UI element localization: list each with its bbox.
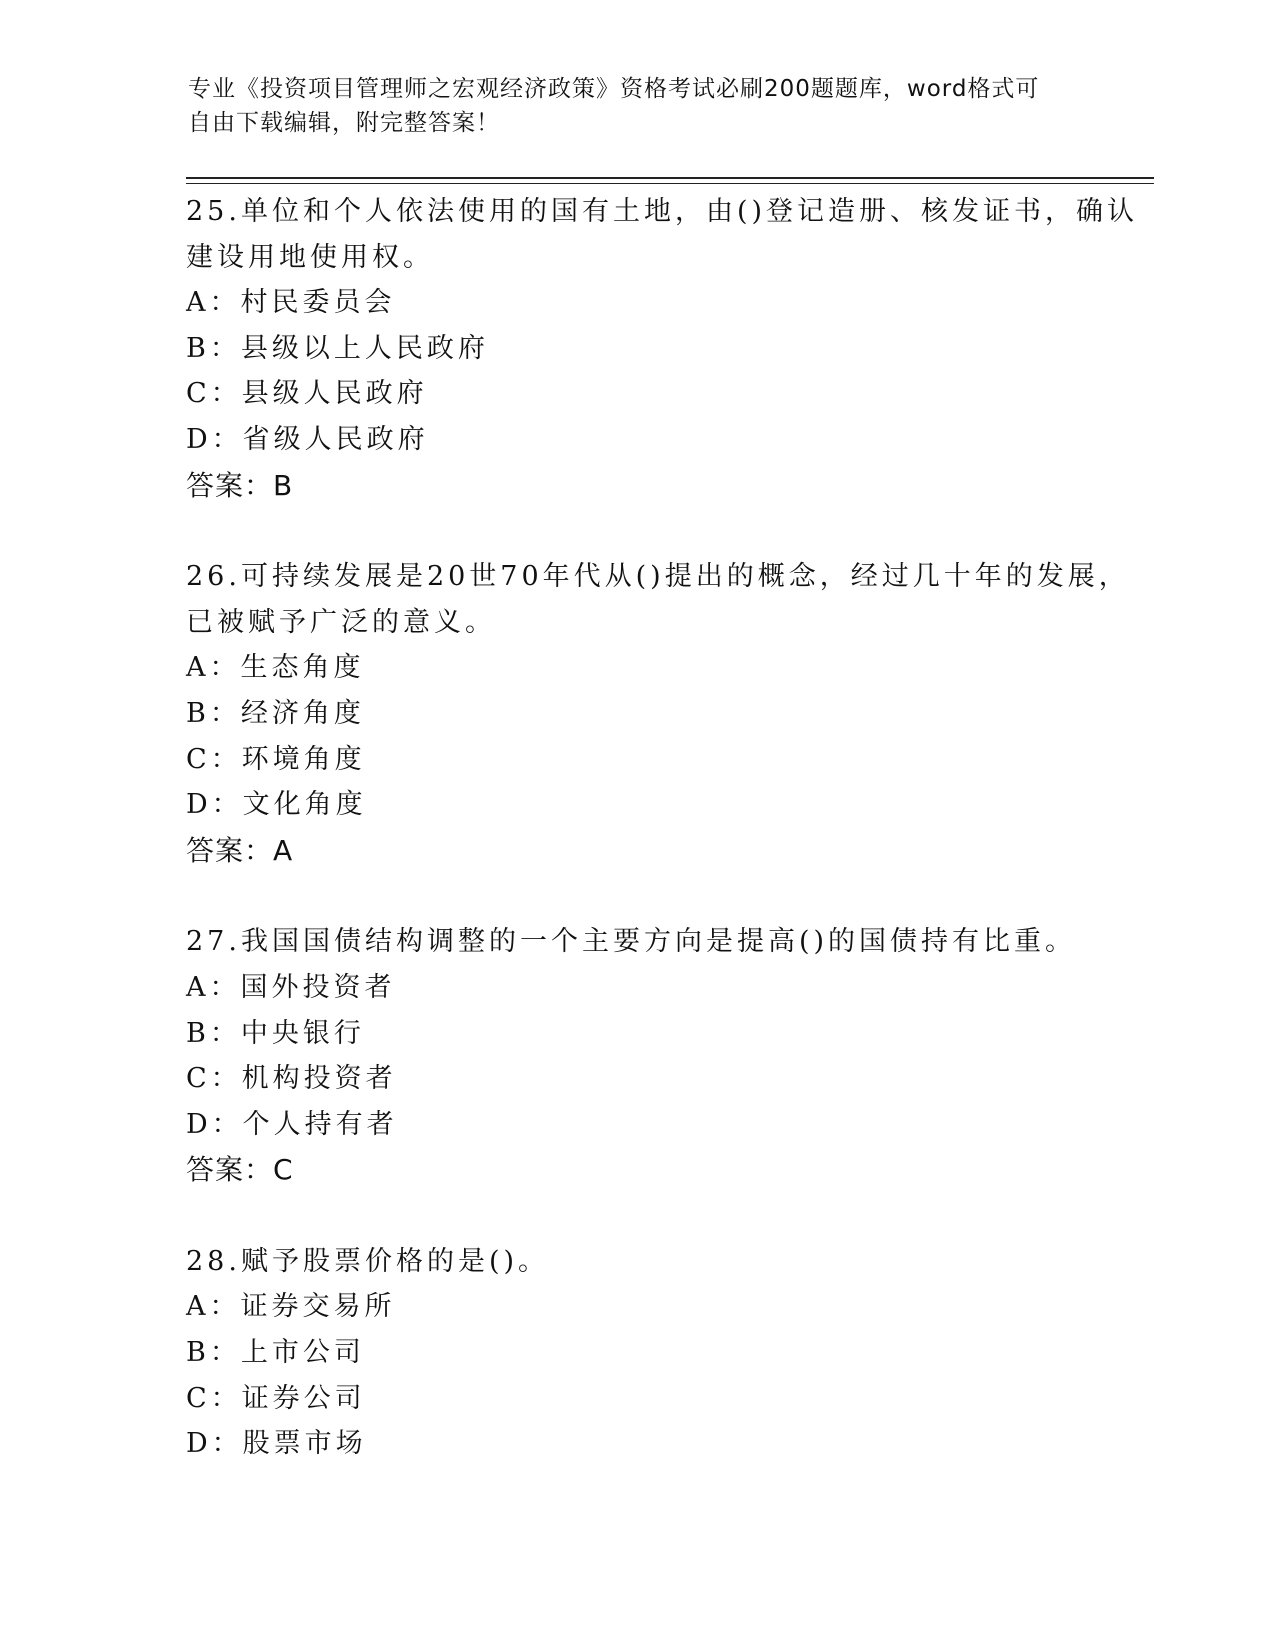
option-b: B：县级以上人民政府 (186, 332, 489, 364)
question-27 (186, 919, 1086, 1193)
question-28 (186, 1239, 1086, 1467)
answer-label: 答案：A (186, 833, 294, 867)
option-d: D：省级人民政府 (186, 423, 429, 455)
option-d: D：个人持有者 (186, 1108, 398, 1140)
answer-label: 答案：B (186, 468, 294, 502)
option-a: A：生态角度 (186, 652, 365, 684)
question-list (186, 189, 1139, 1467)
question-stem-continued: 建设用地使用权。 (186, 241, 434, 273)
option-a: A：证券交易所 (186, 1291, 396, 1323)
option-c: C：县级人民政府 (186, 378, 428, 410)
question-25 (186, 189, 1139, 508)
question-stem: 27.我国国债结构调整的一个主要方向是提高()的国债持有比重。 (186, 926, 1077, 958)
option-b: B：中央银行 (186, 1017, 365, 1049)
option-c: C：环境角度 (186, 743, 366, 775)
question-stem: 25.单位和个人依法使用的国有土地，由()登记造册、核发证书，确认 (186, 196, 1139, 227)
question-26 (186, 554, 1130, 873)
option-d: D：文化角度 (186, 789, 367, 821)
option-b: B：经济角度 (186, 697, 365, 729)
option-c: C：机构投资者 (186, 1063, 397, 1095)
option-d: D：股票市场 (186, 1428, 367, 1460)
header-line-2: 自由下载编辑，附完整答案！ (188, 110, 500, 136)
option-a: A：村民委员会 (186, 287, 396, 319)
answer-label: 答案：C (186, 1153, 294, 1187)
question-stem-continued: 已被赋予广泛的意义。 (186, 606, 496, 638)
document-header (188, 72, 1088, 140)
question-stem: 26.可持续发展是20世70年代从()提出的概念，经过几十年的发展， (186, 561, 1130, 593)
header-divider-thin (186, 183, 1154, 184)
option-a: A：国外投资者 (186, 971, 396, 1003)
header-divider-thick (186, 177, 1154, 179)
option-b: B：上市公司 (186, 1337, 365, 1369)
option-c: C：证券公司 (186, 1382, 366, 1414)
header-line-1: 专业《投资项目管理师之宏观经济政策》资格考试必刷200题题库，word格式可 (188, 76, 1040, 102)
question-stem: 28.赋予股票价格的是()。 (186, 1245, 550, 1277)
